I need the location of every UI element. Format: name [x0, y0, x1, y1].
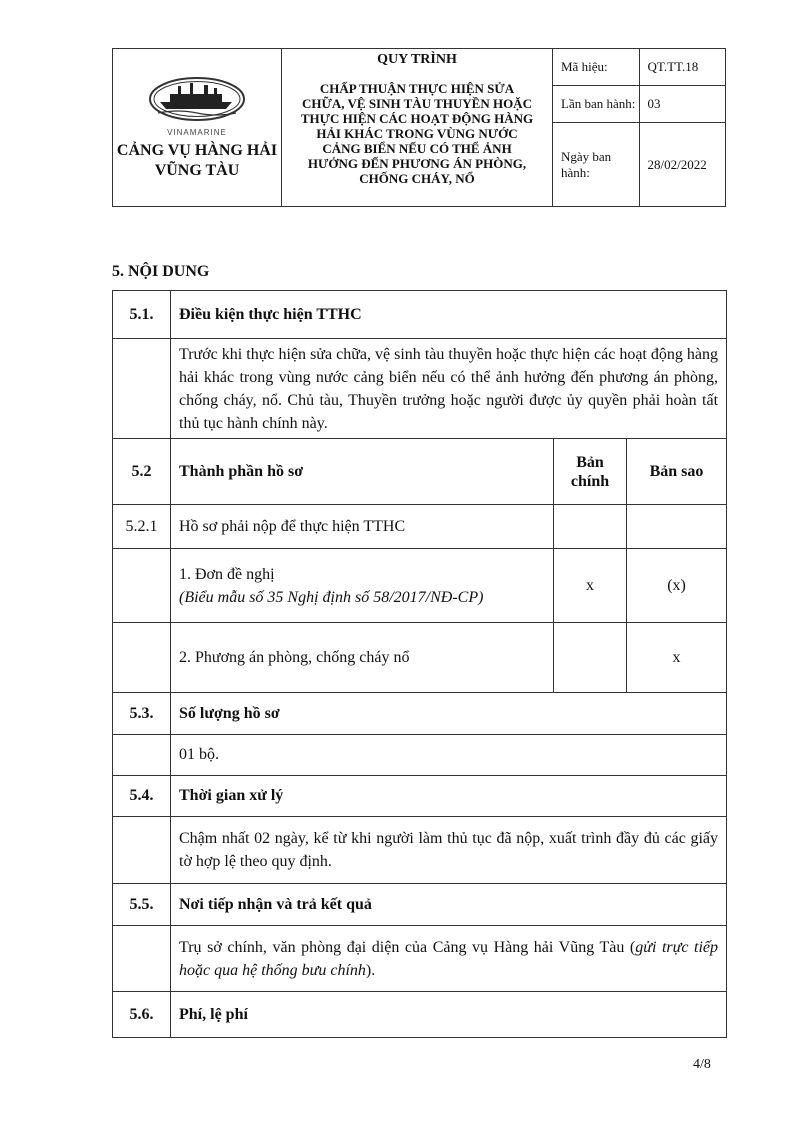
table-row [113, 623, 727, 693]
content-table [112, 290, 727, 1038]
row-text: Chậm nhất 02 ngày, kể từ khi người làm thủ tục đã nộp, xuất trình đầy đủ các giấy tờ hợp lệ theo quy định. [171, 817, 727, 884]
row-text: Trước khi thực hiện sửa chữa, vệ sinh tàu thuyền hoặc thực hiện các hoạt động hàng hải khác trong vùng nước cảng biển nếu có thể ảnh hưởng đến phương án phòng, chống cháy, nổ. Chủ tàu, Thuyền trưởng hoặc người được ủy quyền phải hoàn tất thủ tục hành chính này. [171, 339, 727, 439]
column-original: Bản chính [554, 439, 627, 505]
org-name: CẢNG VỤ HÀNG HẢI VŨNG TÀU [116, 141, 278, 179]
row-heading: Thời gian xử lý [171, 776, 727, 817]
date-label: Ngày ban hành: [553, 123, 640, 207]
item-1-original-mark: x [554, 549, 627, 623]
table-row [113, 735, 727, 776]
table-row [113, 776, 727, 817]
row-text: Trụ sở chính, văn phòng đại diện của Cảng vụ Hàng hải Vũng Tàu (gửi trực tiếp hoặc qua hệ thống bưu chính). [171, 926, 727, 992]
table-row [113, 817, 727, 884]
item-2-copy-mark: x [627, 623, 727, 693]
date-value: 28/02/2022 [639, 123, 726, 207]
page-number: 4/8 [693, 1057, 711, 1072]
table-row [113, 439, 727, 505]
title-cell [282, 49, 553, 207]
row-number: 5.3. [113, 693, 171, 735]
table-row [113, 291, 727, 339]
doc-title: CHẤP THUẬN THỰC HIỆN SỬA CHỮA, VỆ SINH TÀU THUYỀN HOẶC THỰC HIỆN CÁC HOẠT ĐỘNG HÀNG HẢI KHÁC TRONG VÙNG NƯỚC CẢNG BIỂN NẾU CÓ THỂ ẢNH HƯỞNG ĐẾN PHƯƠNG ÁN PHÒNG, CHỐNG CHÁY, NỔ [300, 80, 534, 186]
row-number: 5.5. [113, 884, 171, 926]
table-row [113, 884, 727, 926]
row-heading: Hồ sơ phải nộp để thực hiện TTHC [171, 505, 554, 549]
org-cell [113, 49, 282, 207]
row-heading: Phí, lệ phí [171, 992, 727, 1038]
row-number: 5.4. [113, 776, 171, 817]
row-text: 01 bộ. [171, 735, 727, 776]
logo-text: VINAMARINE [167, 127, 227, 137]
item-1-copy-mark: (x) [627, 549, 727, 623]
document-header [112, 48, 726, 207]
row-number: 5.2.1 [113, 505, 171, 549]
row-heading: Số lượng hồ sơ [171, 693, 727, 735]
table-row [113, 549, 727, 623]
code-value: QT.TT.18 [639, 49, 726, 86]
table-row [113, 339, 727, 439]
row-heading: Thành phần hồ sơ [171, 439, 554, 505]
table-row [113, 693, 727, 735]
column-copy: Bản sao [627, 439, 727, 505]
row-number: 5.6. [113, 992, 171, 1038]
item-2-original-mark [554, 623, 627, 693]
table-row [113, 926, 727, 992]
row-number: 5.1. [113, 291, 171, 339]
doc-type: QUY TRÌNH [377, 51, 457, 67]
item-2: 2. Phương án phòng, chống cháy nổ [171, 623, 554, 693]
edition-value: 03 [639, 86, 726, 123]
row-heading: Nơi tiếp nhận và trả kết quả [171, 884, 727, 926]
table-row [113, 992, 727, 1038]
row-heading: Điều kiện thực hiện TTHC [171, 291, 727, 339]
code-label: Mã hiệu: [553, 49, 640, 86]
vinamarine-logo-icon [148, 75, 246, 125]
edition-label: Lần ban hành: [553, 86, 640, 123]
section-title: 5. NỘI DUNG [112, 263, 210, 280]
row-number: 5.2 [113, 439, 171, 505]
table-row [113, 505, 727, 549]
item-1: 1. Đơn đề nghị (Biểu mẫu số 35 Nghị định số 58/2017/NĐ-CP) [171, 549, 554, 623]
